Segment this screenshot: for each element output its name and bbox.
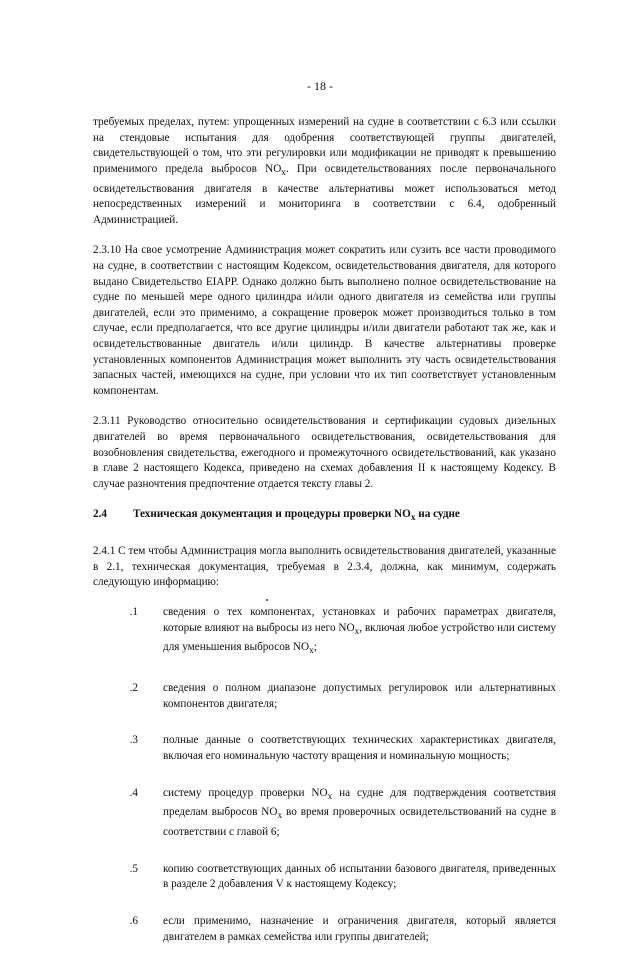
list-item-text: сведения о полном диапазоне допустимых регулировок или альтернативных компонентов двигателя; [163, 682, 556, 710]
page-number: - 18 - [307, 79, 333, 93]
paragraph-2-4-1: 2.4.1 С тем чтобы Администрация могла выполнить освидетельствования двигателей, указанные в 2.1, техническая документация, требуемая в 2.3.4, должна, как минимум, содержать следующую информацию: [93, 545, 556, 589]
section-title-text: Техническая документация и процедуры проверки NO [133, 508, 411, 521]
paragraph-text: требуемых пределах, путем: упрощенных измерений на судне в соответствии с 6.3 или ссылки на стендовые испытания для одобрения соответствующей группы двигателей, свидетельствующей о том, что эти регулировки или модификации не приводят к превышению применимого предела выбросов NO [93, 116, 556, 175]
list-item [93, 862, 556, 893]
list-item-number: .6 [129, 914, 138, 927]
paragraph-continuation [93, 115, 556, 228]
list-item-number: .3 [129, 734, 138, 747]
section-heading [93, 507, 556, 527]
subscript: x [410, 513, 416, 524]
list-item-number: .4 [129, 786, 138, 799]
subscript: x [309, 646, 314, 657]
list-item-text [163, 786, 556, 841]
list-item [93, 914, 556, 945]
subscript: x [277, 811, 283, 822]
subscript: x [327, 791, 333, 802]
requirements-list [93, 605, 556, 945]
list-item-number: .5 [129, 862, 138, 875]
list-item-text: полные данные о соответствующих технических характеристиках двигателя, включая его номинальную частоту вращения и номинальную мощность; [163, 734, 556, 762]
list-item-number: .1 [129, 605, 138, 618]
list-item [93, 681, 556, 712]
list-item-text-part: во время проверочных освидетельствований на судне в соответствии с главой 6; [163, 806, 556, 839]
document-body [93, 115, 556, 966]
list-item-text-part: систему процедур проверки NO [163, 786, 328, 799]
paragraph-2-3-11: 2.3.11 Руководство относительно освидетельствования и сертификации судовых дизельных двигателей во время первоначального освидетельствования, освидетельствования для возобновления свидетельства, ежегодного и промежуточного освидетельствований, как указано в главе 2 настоящего Кодекса, приведено на схемах добавления II к настоящему Кодексу. В случае разночтения предпочтение отдается тексту главы 2. [93, 415, 556, 490]
section-title [133, 507, 460, 527]
list-item-text-part: ; [313, 641, 317, 654]
list-item-text-part: сведения о тех компонентах, установках и рабочих параметрах двигателя, которые влияют на выбросы из него NO [163, 605, 556, 634]
scan-speck [266, 599, 268, 601]
list-item [93, 786, 556, 841]
list-item-text: если применимо, назначение и ограничения двигателя, который является двигателем в рамках семейства или группы двигателей; [163, 914, 556, 943]
list-item-text [163, 605, 556, 660]
list-item-number: .2 [129, 682, 138, 695]
list-item-text: копию соответствующих данных об испытании базового двигателя, приведенных в разделе 2 добавления V к настоящему Кодексу; [163, 862, 556, 891]
subscript: x [281, 168, 286, 179]
section-title-text: на судне [415, 508, 460, 521]
subscript: x [354, 626, 360, 637]
paragraph-text: . При освидетельствованиях после первоначального освидетельствования двигателя в качестве альтернативы может использоваться метод непосредственных измерений и мониторинга в соответствии с 6.4, одобренный Администрацией. [93, 162, 556, 226]
list-item [93, 733, 556, 764]
list-item [93, 605, 556, 660]
list-item-text-part: , включая любое устройство или систему для уменьшения выбросов NO [163, 621, 556, 654]
section-number: 2.4 [93, 508, 107, 521]
paragraph-2-3-10: 2.3.10 На свое усмотрение Администрация может сократить или сузить все части проводимого на судне, в соответствии с настоящим Кодексом, освидетельствования двигателя, для которого выдано Свидетельство EIAPP. Однако должно быть выполнено полное освидетельствование на судне по меньшей мере одного цилиндра и/или одного двигателя из семейства или группы двигателей, если это применимо, а сокращение проверок может производиться только в том случае, если предполагается, что все другие цилиндры и/или двигатели работают так же, как и освидетельствованные двигатель и/или цилиндр. В качестве альтернативы проверке установленных компонентов Администрация может выполнить эту часть освидетельствования запасных частей, имеющихся на судне, при условии что их тип соответствует установленным компонентам. [93, 244, 556, 397]
list-item-text-part: на судне для подтверждения соответствия пределам выбросов NO [163, 786, 556, 819]
